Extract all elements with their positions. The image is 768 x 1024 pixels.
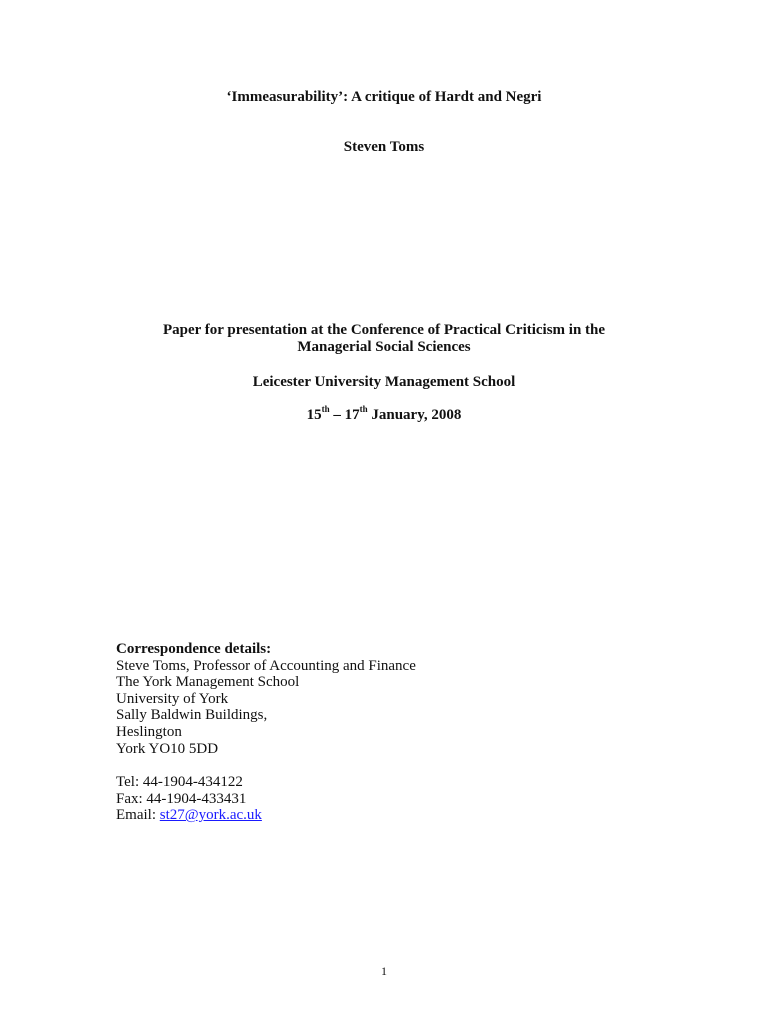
address-line: Sally Baldwin Buildings, [116,707,268,724]
venue: Leicester University Management School [252,374,516,390]
email-link[interactable]: st27@york.ac.uk [159,807,262,824]
fax: Fax: 44-1904-433431 [116,790,247,807]
correspondence-details [116,641,416,824]
conference-date [0,406,768,424]
telephone: Tel: 44-1904-434122 [116,774,243,791]
presentation-line-1: Paper for presentation at the Conference of Practical Criticism in the [162,322,606,338]
author-name: Steven Toms [343,139,425,155]
correspondence-heading: Correspondence details: [116,641,272,657]
date-rest: January, 2008 [367,407,462,423]
email-line [116,807,416,824]
date-dash: – [329,407,345,423]
address-line: University of York [116,690,229,707]
date-end-day: 17 [344,407,360,423]
date-start-day: 15 [306,407,322,423]
presentation-line-2: Managerial Social Sciences [297,339,471,355]
date-start-suffix: th [321,404,330,414]
date-end-suffix: th [359,404,368,414]
address-line: York YO10 5DD [116,740,219,757]
address-line: Heslington [116,723,182,740]
address-line: The York Management School [116,674,300,691]
spacer [116,757,416,774]
presentation-note [0,322,768,356]
email-label: Email: [116,807,160,824]
page-number: 1 [381,964,387,978]
paper-title: ‘Immeasurability’: A critique of Hardt and Negri [226,89,542,105]
address-line: Steve Toms, Professor of Accounting and Finance [116,657,416,674]
